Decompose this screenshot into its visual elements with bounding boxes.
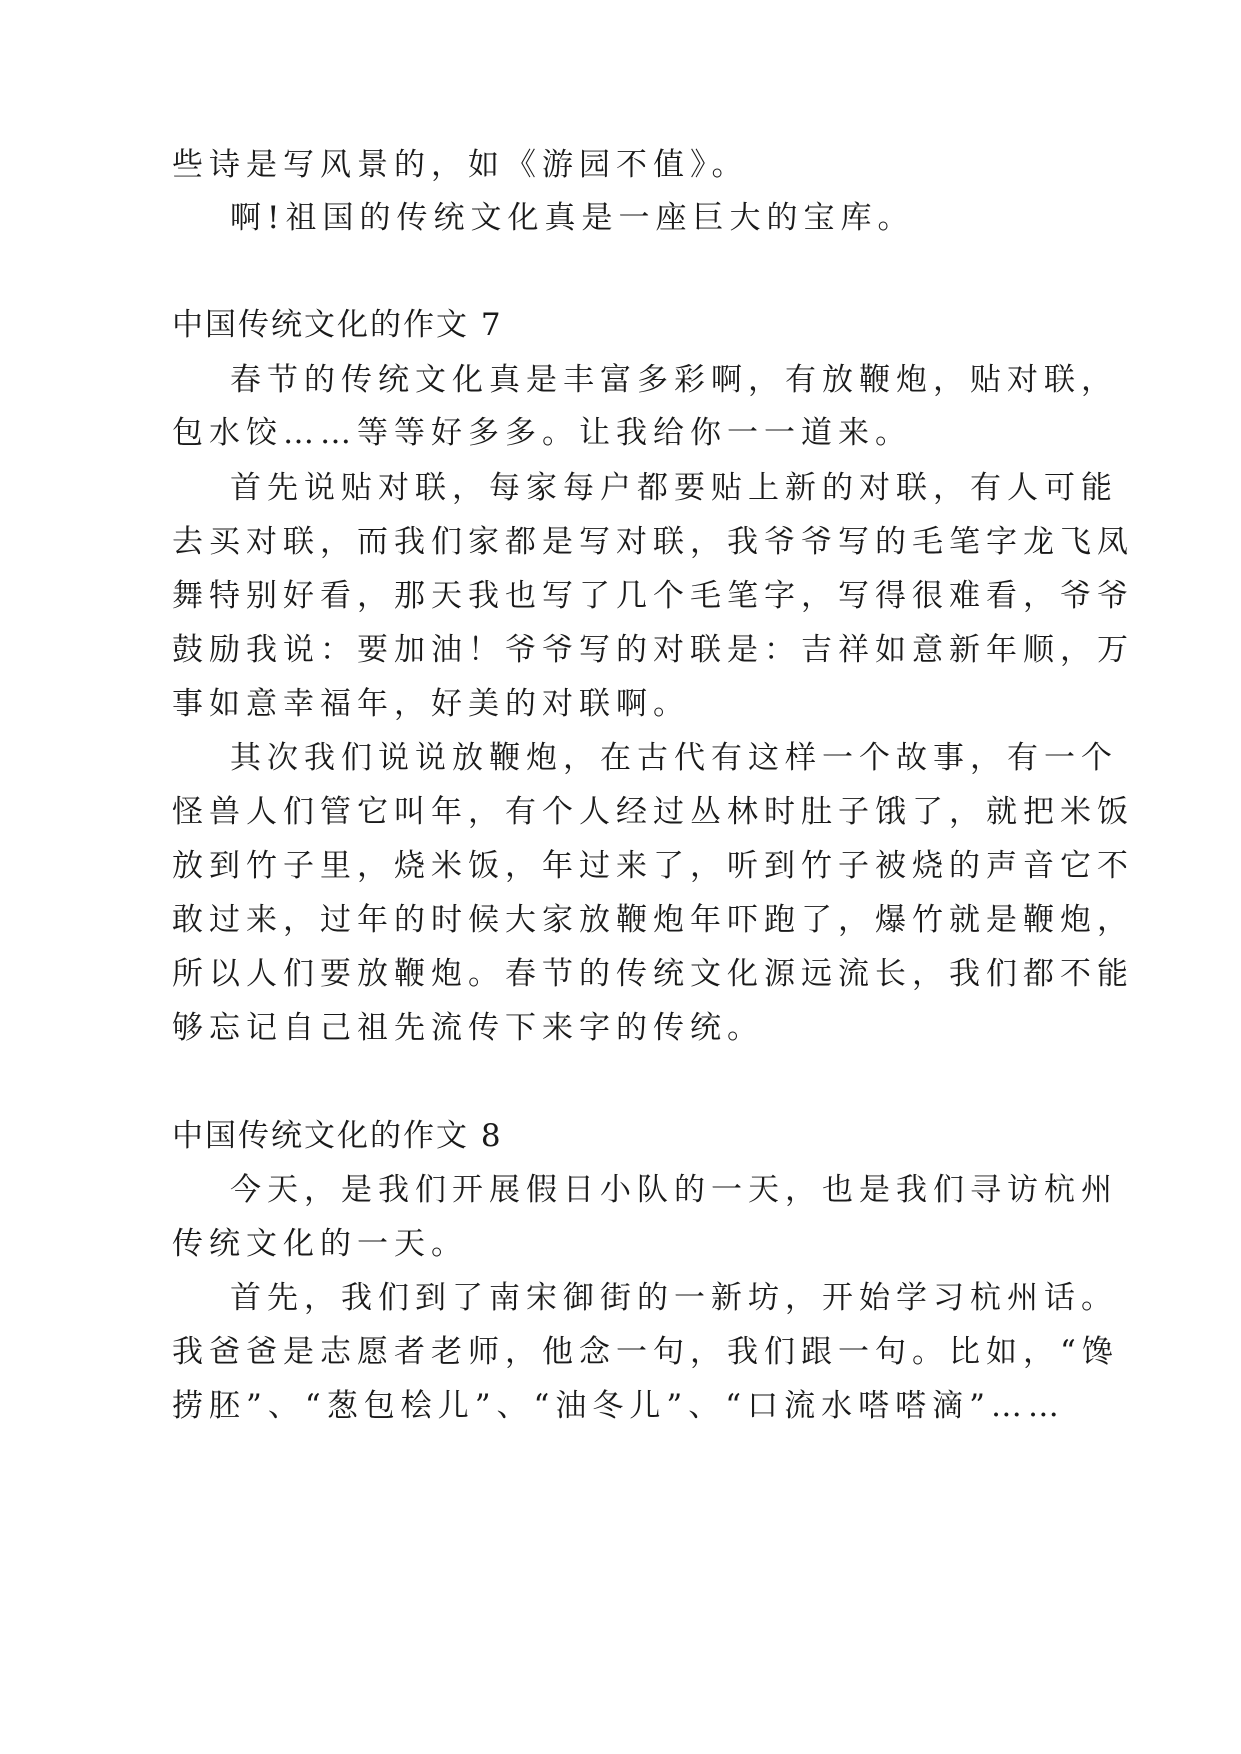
text-line: 包水饺……等等好多多。让我给你一一道来。 [172,415,912,451]
text-line: 些诗是写风景的，如《游园不值》。 [172,147,749,183]
essay-heading-8: 中国传统文化的作文 8 [172,1118,503,1154]
text-line: 啊!祖国的传统文化真是一座巨大的宝库。 [230,200,915,236]
text-line: 传统文化的一天。 [172,1226,468,1262]
text-line: 够忘记自己祖先流传下来字的传统。 [172,1010,764,1046]
text-line: 其次我们说说放鞭炮，在古代有这样一个故事，有一个 [230,740,1118,776]
text-line: 敢过来，过年的时候大家放鞭炮年吓跑了，爆竹就是鞭炮， [172,902,1134,938]
text-line: 所以人们要放鞭炮。春节的传统文化源远流长，我们都不能 [172,956,1134,992]
text-line: 首先说贴对联，每家每户都要贴上新的对联，有人可能 [230,470,1118,506]
text-line: 鼓励我说：要加油！爷爷写的对联是：吉祥如意新年顺，万 [172,632,1134,668]
text-line: 今天，是我们开展假日小队的一天，也是我们寻访杭州 [230,1172,1118,1208]
text-line: 春节的传统文化真是丰富多彩啊，有放鞭炮，贴对联， [230,362,1118,398]
text-line: 舞特别好看，那天我也写了几个毛笔字，写得很难看，爷爷 [172,578,1134,614]
text-line: 首先，我们到了南宋御街的一新坊，开始学习杭州话。 [230,1280,1118,1316]
essay-heading-7: 中国传统文化的作文 7 [172,307,503,343]
text-line: 怪兽人们管它叫年，有个人经过丛林时肚子饿了，就把米饭 [172,794,1134,830]
text-line: 去买对联，而我们家都是写对联，我爷爷写的毛笔字龙飞凤 [172,524,1134,560]
text-line: 事如意幸福年，好美的对联啊。 [172,686,690,722]
text-line: 捞胚”、“葱包桧儿”、“油冬儿”、“口流水嗒嗒滴”…… [172,1388,1065,1424]
text-line: 我爸爸是志愿者老师，他念一句，我们跟一句。比如，“馋 [172,1334,1119,1370]
text-line: 放到竹子里，烧米饭，年过来了，听到竹子被烧的声音它不 [172,848,1134,884]
